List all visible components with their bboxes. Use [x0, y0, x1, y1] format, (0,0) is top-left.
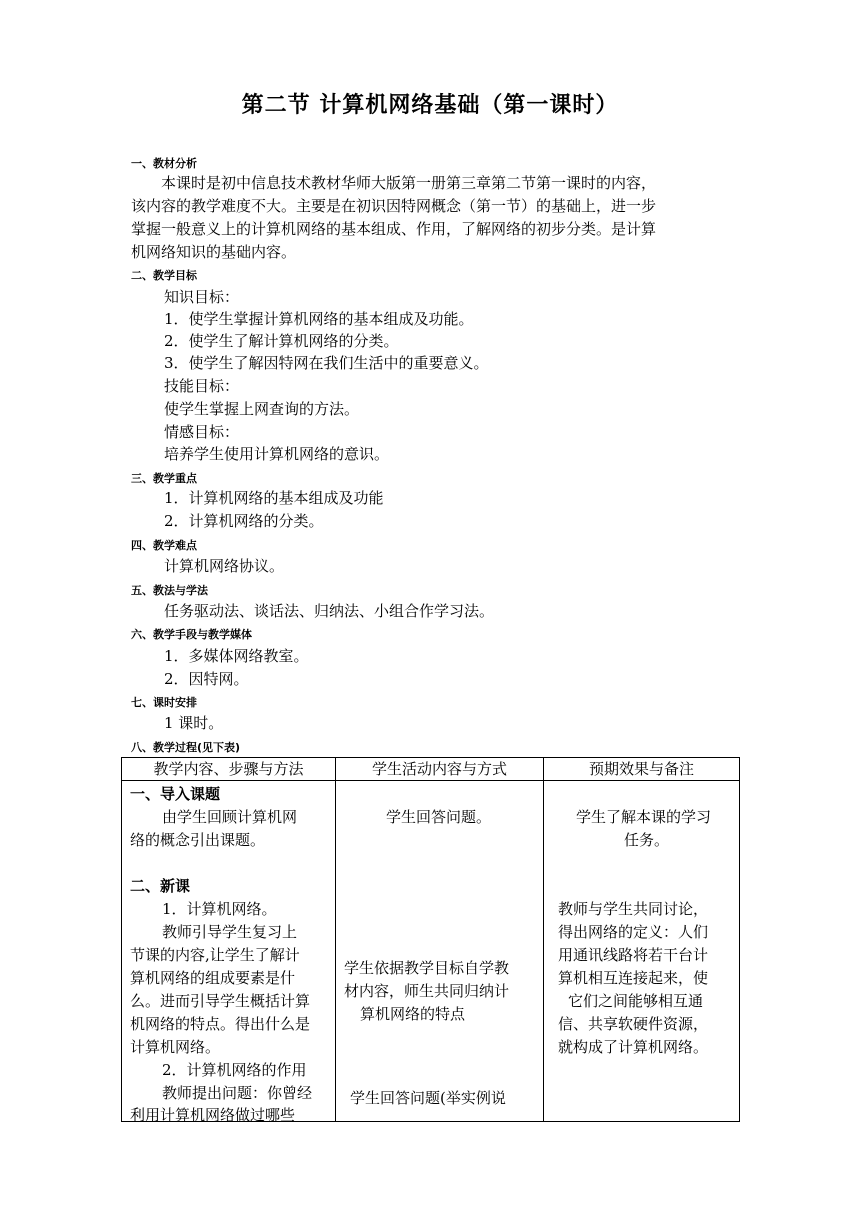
section-heading-media: 六、教学手段与教学媒体	[131, 628, 252, 641]
activity-text: 学生回答问题。	[386, 808, 492, 826]
page-title: 第二节 计算机网络基础（第一课时）	[241, 93, 619, 118]
teaching-process-table	[121, 757, 740, 1122]
activity-text: 学生依据教学目标自学教	[344, 959, 510, 977]
paragraph-line: 本课时是初中信息技术教材华师大版第一册第三章第二节第一课时的内容，	[161, 174, 657, 192]
intro-line: 由学生回顾计算机网	[162, 808, 298, 826]
effect-text: 教师与学生共同讨论，	[558, 900, 709, 918]
goal-line: 培养学生使用计算机网络的意识。	[164, 445, 390, 463]
difficulty-line: 计算机网络协议。	[164, 557, 285, 575]
table-header-effect: 预期效果与备注	[544, 758, 740, 781]
new-lesson-line: 1．计算机网络。	[162, 900, 277, 918]
section-heading-schedule: 七、课时安排	[131, 696, 197, 709]
schedule-line: 1 课时。	[164, 714, 224, 732]
table-header-row	[122, 758, 740, 781]
new-lesson-line: 节课的内容,让学生了解计	[130, 946, 300, 964]
new-lesson-line: 计算机网络。	[130, 1038, 221, 1056]
activity-text: 材内容，师生共同归纳计	[344, 982, 510, 1000]
effect-text: 学生了解本课的学习	[576, 808, 712, 826]
new-lesson-line: 教师引导学生复习上	[162, 923, 298, 941]
section-heading-methods: 五、教法与学法	[131, 584, 208, 597]
goal-line: 技能目标：	[164, 377, 240, 395]
effect-text: 就构成了计算机网络。	[558, 1038, 709, 1056]
goal-line: 使学生掌握上网查询的方法。	[164, 400, 360, 418]
table-header-content: 教学内容、步骤与方法	[122, 758, 336, 781]
section-heading-teaching-goals: 二、教学目标	[131, 269, 197, 282]
new-lesson-line: 利用计算机网络做过哪些	[130, 1106, 296, 1124]
intro-line: 络的概念引出课题。	[130, 831, 266, 849]
new-lesson-line: 2．计算机网络的作用	[162, 1061, 307, 1079]
effect-text: 算机相互连接起来，使	[558, 969, 709, 987]
effect-text: 用通讯线路将若干台计	[558, 946, 709, 964]
paragraph-line: 机网络知识的基础内容。	[131, 243, 297, 261]
key-point-line: 2．计算机网络的分类。	[164, 512, 324, 530]
media-line: 2．因特网。	[164, 670, 249, 688]
media-line: 1．多媒体网络教室。	[164, 647, 309, 665]
intro-heading: 一、导入课题	[130, 785, 221, 803]
effect-text: 任务。	[624, 831, 670, 849]
new-lesson-line: 算机网络的组成要素是什	[130, 969, 296, 987]
section-body-teaching-material	[131, 172, 735, 264]
table-row	[122, 781, 740, 1122]
goal-line: 2．使学生了解计算机网络的分类。	[164, 332, 399, 350]
new-lesson-heading: 二、新课	[130, 877, 191, 895]
paragraph-line: 该内容的教学难度不大。主要是在初识因特网概念（第一节）的基础上，进一步	[131, 197, 657, 215]
effect-text: 信、共享软硬件资源，	[558, 1015, 709, 1033]
key-point-line: 1．计算机网络的基本组成及功能	[164, 489, 384, 507]
activity-text: 算机网络的特点	[360, 1005, 466, 1023]
goal-line: 知识目标：	[164, 288, 240, 306]
paragraph-line: 掌握一般意义上的计算机网络的基本组成、作用，了解网络的初步分类。是计算	[131, 220, 657, 238]
activity-text: 学生回答问题(举实例说	[350, 1089, 506, 1107]
section-heading-key-points: 三、教学重点	[131, 472, 197, 485]
activity-cell	[336, 781, 544, 1122]
goal-line: 情感目标：	[164, 423, 240, 441]
method-line: 任务驱动法、谈话法、归纳法、小组合作学习法。	[164, 602, 495, 620]
new-lesson-line: 机网络的特点。得出什么是	[130, 1015, 311, 1033]
section-heading-difficulties: 四、教学难点	[131, 539, 197, 552]
effect-cell	[544, 781, 740, 1122]
section-heading-process: 八、教学过程(见下表)	[131, 741, 241, 754]
goal-line: 3．使学生了解因特网在我们生活中的重要意义。	[164, 354, 489, 372]
table-header-activity: 学生活动内容与方式	[336, 758, 544, 781]
goal-line: 1．使学生掌握计算机网络的基本组成及功能。	[164, 310, 474, 328]
effect-text: 它们之间能够相互通	[568, 992, 704, 1010]
content-cell	[122, 781, 336, 1122]
new-lesson-line: 么。进而引导学生概括计算	[130, 992, 311, 1010]
new-lesson-line: 教师提出问题：你曾经	[162, 1084, 313, 1102]
section-heading-teaching-material: 一、教材分析	[131, 157, 197, 170]
effect-text: 得出网络的定义：人们	[558, 923, 709, 941]
